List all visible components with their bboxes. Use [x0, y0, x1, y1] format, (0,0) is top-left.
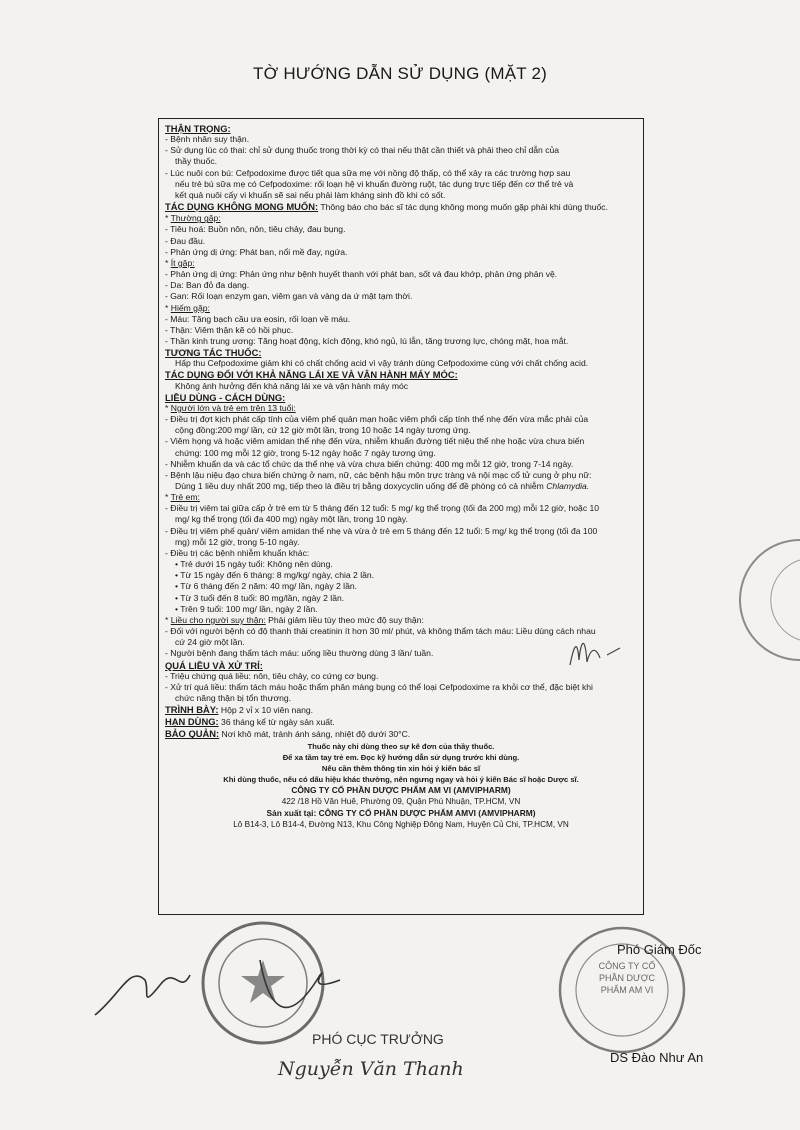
subheading-nguoi-lon: Người lớn và trẻ em trên 13 tuổi: [170, 402, 296, 413]
text-line: - Điều trị đợt kịch phát cấp tính của viêm phế quản mạn hoặc viêm phổi cấp tính thể nhẹ đến vừa mắc phải của [165, 414, 637, 425]
text-line: mg/ kg thể trọng (tối đa 400 mg) ngày một lần, trong 10 ngày. [175, 514, 408, 525]
text-line: - Nhiễm khuẩn da và các tổ chức da thể nhẹ và vừa chưa biến chứng: 400 mg mỗi 12 giờ, trong 7-14 ngày. [165, 459, 637, 470]
signature-scribble-left [90, 935, 350, 1030]
subheading-row: * Người lớn và trẻ em trên 13 tuổi: [165, 402, 296, 413]
subheading-row: * Trẻ em: [165, 492, 200, 503]
text-line: cộng đồng:200 mg/ lần, cứ 12 giờ một lần, trong 10 hoặc 14 ngày tương ứng. [175, 425, 471, 436]
subheading-it-gap: Ít gặp: [170, 257, 195, 268]
bao-quan-text: Nơi khô mát, tránh ánh sáng, nhiệt độ dưới 30°C. [219, 729, 411, 740]
adr-row [165, 201, 637, 213]
warning-line: Thuốc này chỉ dùng theo sự kê đơn của thầy thuốc. [307, 741, 495, 751]
initials-mark [565, 630, 625, 670]
text-line: - Triệu chứng quá liều: nôn, tiêu chảy, co cứng cơ bụng. [165, 671, 637, 682]
age-item-text: Trên 9 tuổi: 100 mg/ lần, ngày 2 lần. [180, 603, 318, 614]
text-line: mg) mỗi 12 giờ, trong 5-10 ngày. [175, 536, 300, 547]
text-line: - Lúc nuôi con bú: Cefpodoxime được tiết qua sữa mẹ với nồng độ thấp, có thể xảy ra các trường hợp sau [165, 168, 637, 179]
age-item-text: Từ 6 tháng đến 2 năm: 40 mg/ lần, ngày 2 lần. [180, 581, 358, 592]
pho-cuc-truong-label: PHÓ CỤC TRƯỞNG [312, 1031, 444, 1047]
text-line: Không ảnh hưởng đến khả năng lái xe và vận hành máy móc [175, 380, 409, 391]
section-heading-trinh-bay: TRÌNH BÀY: [165, 704, 219, 716]
warning-line: Khi dùng thuốc, nếu có dấu hiệu khác thường, nên ngưng ngay và hỏi ý kiến Bác sĩ hoặc Dược sĩ. [223, 775, 579, 785]
trinh-bay-row [165, 704, 637, 716]
section-heading-adr: TÁC DỤNG KHÔNG MONG MUỐN: [165, 201, 319, 213]
edge-stamp [735, 535, 800, 665]
subheading-hiem-gap: Hiếm gặp: [170, 302, 210, 313]
text-line: kết quả nuôi cấy vi khuẩn sẽ sai nếu phải làm kháng sinh đồ khi có sốt. [175, 189, 446, 200]
text-line: - Thận: Viêm thận kẽ có hồi phục. [165, 325, 637, 336]
section-heading-bao-quan: BẢO QUẢN: [165, 728, 220, 740]
subheading-tre-em: Trẻ em: [170, 492, 200, 503]
text-line: - Bệnh nhân suy thận. [165, 134, 637, 145]
section-heading-qua-lieu: QUÁ LIỀU VÀ XỬ TRÍ: [165, 659, 263, 671]
age-item: • Từ 6 tháng đến 2 năm: 40 mg/ lần, ngày 2 lần. [175, 581, 358, 592]
text-line: - Bệnh lậu niệu đạo chưa biến chứng ở nam, nữ, các bệnh hậu môn trực tràng và nội mạc cổ tử cung ở phụ nữ: [165, 470, 637, 481]
ds-name: DS Đào Như An [610, 1050, 704, 1065]
han-dung-row [165, 716, 637, 728]
warning-line: Nếu cần thêm thông tin xin hỏi ý kiến bác sĩ [321, 763, 481, 773]
text-line: - Điều trị các bệnh nhiễm khuẩn khác: [165, 548, 637, 559]
text-line: - Người bệnh đang thẩm tách máu: uống liều thường dùng 3 lần/ tuần. [165, 648, 637, 659]
text-line: - Điều trị viêm tai giữa cấp ở trẻ em từ 5 tháng đến 12 tuổi: 5 mg/ kg thể trọng (tối đa 200 mg) mỗi 12 giờ, hoặc 10 [165, 503, 637, 514]
bao-quan-row [165, 728, 637, 740]
text-line-chlamydia [165, 481, 637, 492]
text-line: - Sử dụng lúc có thai: chỉ sử dụng thuốc trong thời kỳ có thai nếu thật cần thiết và phải theo chỉ dẫn của [165, 145, 637, 156]
section-heading-lai-xe: TÁC DỤNG ĐỐI VỚI KHẢ NĂNG LÁI XE VÀ VẬN HÀNH MÁY MÓC: [165, 369, 458, 381]
age-item-text: Trẻ dưới 15 ngày tuổi: Không nên dùng. [180, 559, 333, 570]
text-line: - Xử trí quá liều: thẩm tách máu hoặc thẩm phân màng bụng có thể loại Cefpodoxime ra khỏi cơ thể, đặc biệt khi [165, 682, 637, 693]
section-heading-than-trong: THẬN TRỌNG: [165, 123, 231, 134]
text-line: - Máu: Tăng bạch cầu ưa eosin, rối loạn về máu. [165, 314, 637, 325]
subheading-row: * Thường gặp: [165, 213, 221, 224]
pho-giam-doc-label: Phó Giám Đốc [617, 942, 702, 957]
section-heading-lieu-dung: LIỀU DÙNG - CÁCH DÙNG: [165, 391, 286, 403]
company-name: CÔNG TY CỔ PHẦN DƯỢC PHẨM AM VI (AMVIPHARM) [291, 785, 511, 796]
text-line: - Phản ứng dị ứng: Phát ban, nổi mề đay, ngứa. [165, 247, 637, 258]
company-stamp-text: CÔNG TY CỔ PHẦN DƯỢC PHẨM AM VI [598, 961, 656, 995]
subheading-row: * Liều cho người suy thận: Phải giảm liều tùy theo mức độ suy thận: [165, 614, 424, 625]
age-item: • Trên 9 tuổi: 100 mg/ lần, ngày 2 lần. [175, 603, 318, 614]
chlamydia-word: Chlamydia. [546, 481, 590, 491]
subheading-thuong-gap: Thường gặp: [170, 213, 221, 224]
han-dung-text: 36 tháng kể từ ngày sản xuất. [218, 717, 335, 728]
text-line: thầy thuốc. [175, 156, 218, 167]
factory-address: Lô B14-3, Lô B14-4, Đường N13, Khu Công Nghiệp Đông Nam, Huyện Củ Chi, TP.HCM, VN [233, 819, 569, 829]
company-address: 422 /18 Hồ Văn Huê, Phường 09, Quận Phú Nhuận, TP.HCM, VN [281, 797, 521, 807]
text-line: - Tiêu hoá: Buồn nôn, nôn, tiêu chảy, đau bụng. [165, 224, 637, 235]
age-item: • Từ 15 ngày đến 6 tháng: 8 mg/kg/ ngày, chia 2 lần. [175, 570, 375, 581]
text-line: chức năng thận bị tổn thương. [175, 692, 292, 703]
section-heading-tuong-tac: TƯƠNG TÁC THUỐC: [165, 347, 262, 359]
warning-line: Để xa tầm tay trẻ em. Đọc kỹ hướng dẫn sử dụng trước khi dùng. [282, 752, 520, 762]
text-line: - Đau đầu. [165, 236, 637, 247]
text-line: - Gan: Rối loạn enzym gan, viêm gan và vàng da ứ mật tạm thời. [165, 291, 637, 302]
adr-intro: Thông báo cho bác sĩ tác dụng không mong muốn gặp phải khi dùng thuốc. [318, 202, 608, 213]
age-item-text: Từ 15 ngày đến 6 tháng: 8 mg/kg/ ngày, chia 2 lần. [180, 570, 375, 581]
text-fragment: Dùng 1 liều duy nhất 200 mg, tiếp theo là điều trị bằng doxycyclin uống để đề phòng có cả nhiễm [175, 481, 547, 491]
suy-than-intro: Phải giảm liều tùy theo mức độ suy thận: [265, 614, 424, 625]
text-line: Hấp thu Cefpodoxime giảm khi có chất chống acid vì vậy tránh dùng Cefpodoxime cùng với chất chống acid. [175, 358, 589, 369]
section-heading-han-dung: HẠN DÙNG: [165, 716, 219, 728]
text-line: - Viêm họng và hoặc viêm amidan thể nhẹ đến vừa, nhiễm khuẩn đường tiết niệu thể nhẹ hoặc vừa chưa biến [165, 436, 637, 447]
cuc-truong-name: Nguyễn Văn Thanh [278, 1058, 464, 1080]
text-line: - Đối với người bệnh có độ thanh thải creatinin ít hơn 30 ml/ phút, và không thẩm tách máu: Liều dùng cách nhau [165, 626, 637, 637]
page-title: TỜ HƯỚNG DẪN SỬ DỤNG (MẶT 2) [253, 64, 547, 83]
trinh-bay-text: Hộp 2 vỉ x 10 viên nang. [218, 705, 314, 716]
text-line: - Da: Ban đỏ đa dạng. [165, 280, 637, 291]
content-box [158, 118, 644, 915]
text-line: chứng: 100 mg mỗi 12 giờ, trong 5-12 ngày hoặc 7 ngày tương ứng. [175, 447, 436, 458]
subheading-row: * Ít gặp: [165, 257, 195, 268]
text-line: - Phản ứng dị ứng: Phản ứng như bệnh huyết thanh với phát ban, sốt và đau khớp, phản ứng phản vệ. [165, 269, 637, 280]
text-line: - Thần kinh trung ương: Tăng hoạt động, kích động, khó ngủ, lú lẫn, tăng trương lực, chóng mặt, hoa mắt. [165, 336, 637, 347]
age-item: • Từ 3 tuổi đến 8 tuổi: 80 mg/lần, ngày 2 lần. [175, 592, 345, 603]
subheading-row: * Hiếm gặp: [165, 302, 210, 313]
text-line: - Điều trị viêm phế quản/ viêm amidan thể nhẹ và vừa ở trẻ em 5 tháng đến 12 tuổi: 5 mg/ kg thể trọng (tối đa 100 [165, 526, 637, 537]
age-item: • Trẻ dưới 15 ngày tuổi: Không nên dùng. [175, 559, 333, 570]
text-line: nếu trẻ bú sữa mẹ có Cefpodoxime: rối loạn hệ vi khuẩn đường ruột, tác dụng trực tiếp đến cơ thể trẻ và [175, 178, 574, 189]
age-item-text: Từ 3 tuổi đến 8 tuổi: 80 mg/lần, ngày 2 lần. [180, 592, 345, 603]
factory-name: Sản xuất tại: CÔNG TY CỔ PHẦN DƯỢC PHẨM AMVI (AMVIPHARM) [266, 807, 536, 818]
text-line: cứ 24 giờ một lần. [175, 637, 245, 648]
subheading-suy-than: Liều cho người suy thận: [170, 614, 266, 625]
